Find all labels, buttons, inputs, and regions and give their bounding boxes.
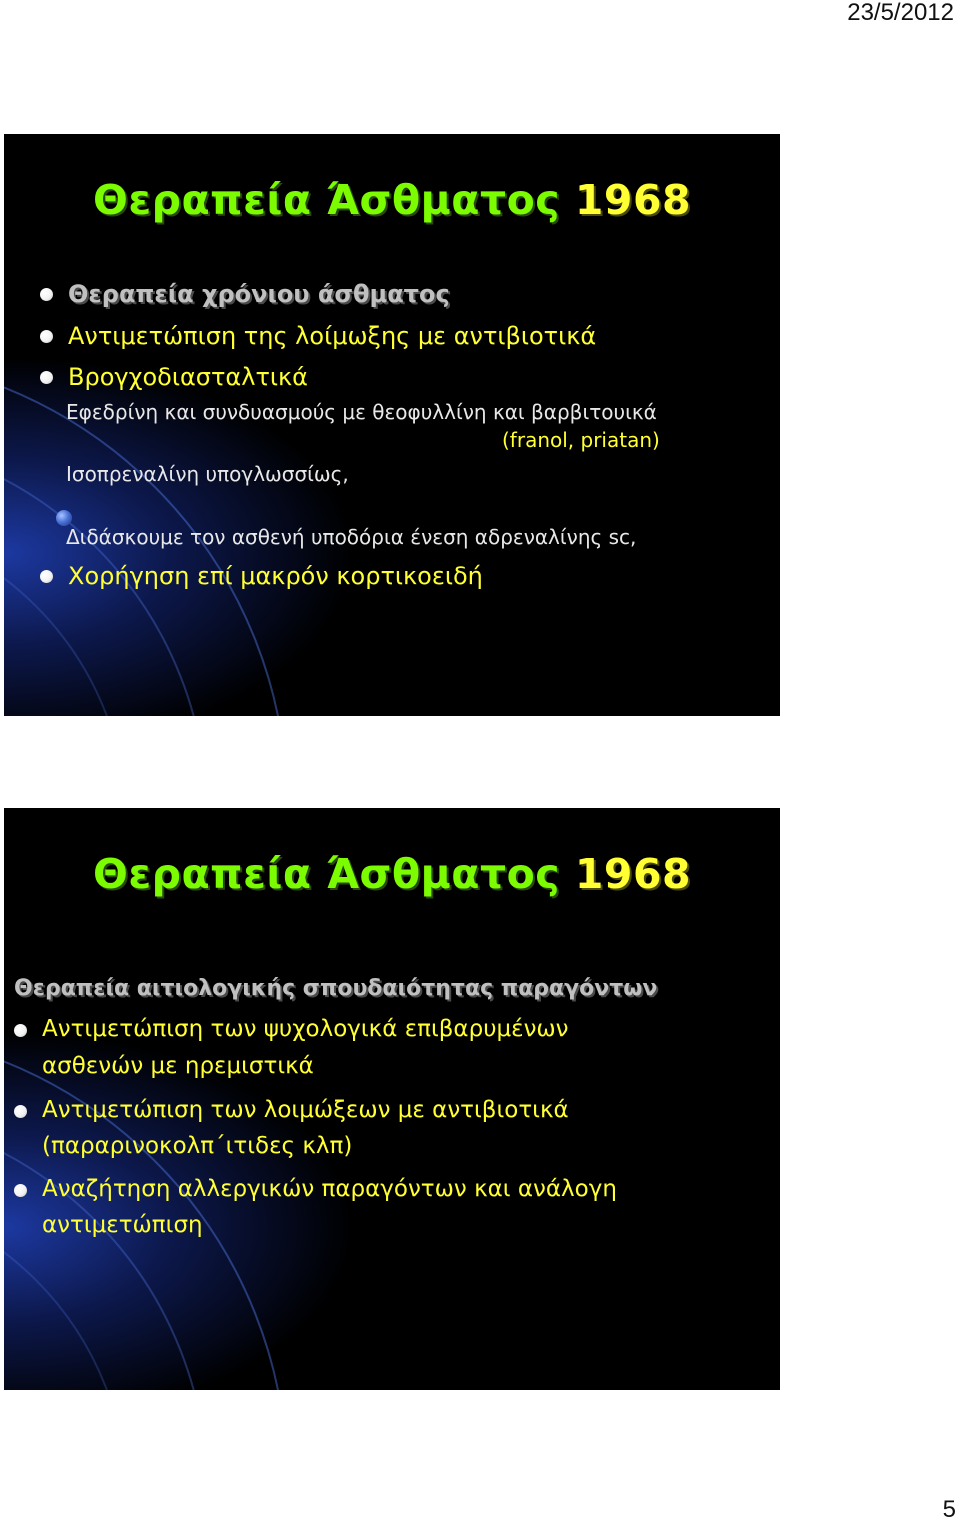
bullet-item: Θεραπεία χρόνιου άσθματος: [68, 280, 450, 308]
slide-title-text: Θεραπεία Άσθματος: [92, 176, 561, 224]
slide-title-year: 1968: [574, 176, 692, 224]
bullet-item: Αντιμετώπιση των ψυχολογικά επιβαρυμένων: [42, 1016, 569, 1042]
sub-item: Διδάσκουμε τον ασθενή υποδόρια ένεση αδρεναλίνης sc,: [66, 525, 637, 549]
bullet-item: Αντιμετώπιση της λοίμωξης με αντιβιοτικά: [68, 322, 597, 350]
bullet-item-continuation: ασθενών με ηρεμιστικά: [42, 1053, 314, 1079]
sub-item: Εφεδρίνη και συνδυασμούς με θεοφυλλίνη και βαρβιτουικά: [66, 400, 657, 424]
bullet-item: Αναζήτηση αλλεργικών παραγόντων και ανάλογη: [42, 1176, 617, 1202]
bullet-item: Βρογχοδιασταλτικά: [68, 363, 308, 391]
slide-title: [4, 176, 780, 224]
sub-item: Ισοπρεναλίνη υπογλωσσίως,: [66, 462, 349, 486]
bullet-item: Χορήγηση επί μακρόν κορτικοειδή: [68, 562, 483, 590]
slide-2: [4, 808, 780, 1390]
decorative-orb-icon: [56, 510, 72, 526]
slide-title: [4, 850, 780, 898]
bullet-item-continuation: αντιμετώπιση: [42, 1212, 203, 1238]
slide-1: [4, 134, 780, 716]
sub-item: (franol, priatan): [502, 428, 660, 452]
page-number: 5: [942, 1496, 956, 1523]
slide-title-year: 1968: [574, 850, 692, 898]
bullet-item-continuation: (παραρινοκολπ΄ιτιδες κλπ): [42, 1133, 353, 1159]
page-date: 23/5/2012: [847, 0, 954, 26]
slide-title-text: Θεραπεία Άσθματος: [92, 850, 561, 898]
bullet-item: Αντιμετώπιση των λοιμώξεων με αντιβιοτικά: [42, 1097, 569, 1123]
section-heading: Θεραπεία αιτιολογικής σπουδαιότητας παραγόντων: [14, 976, 658, 1001]
